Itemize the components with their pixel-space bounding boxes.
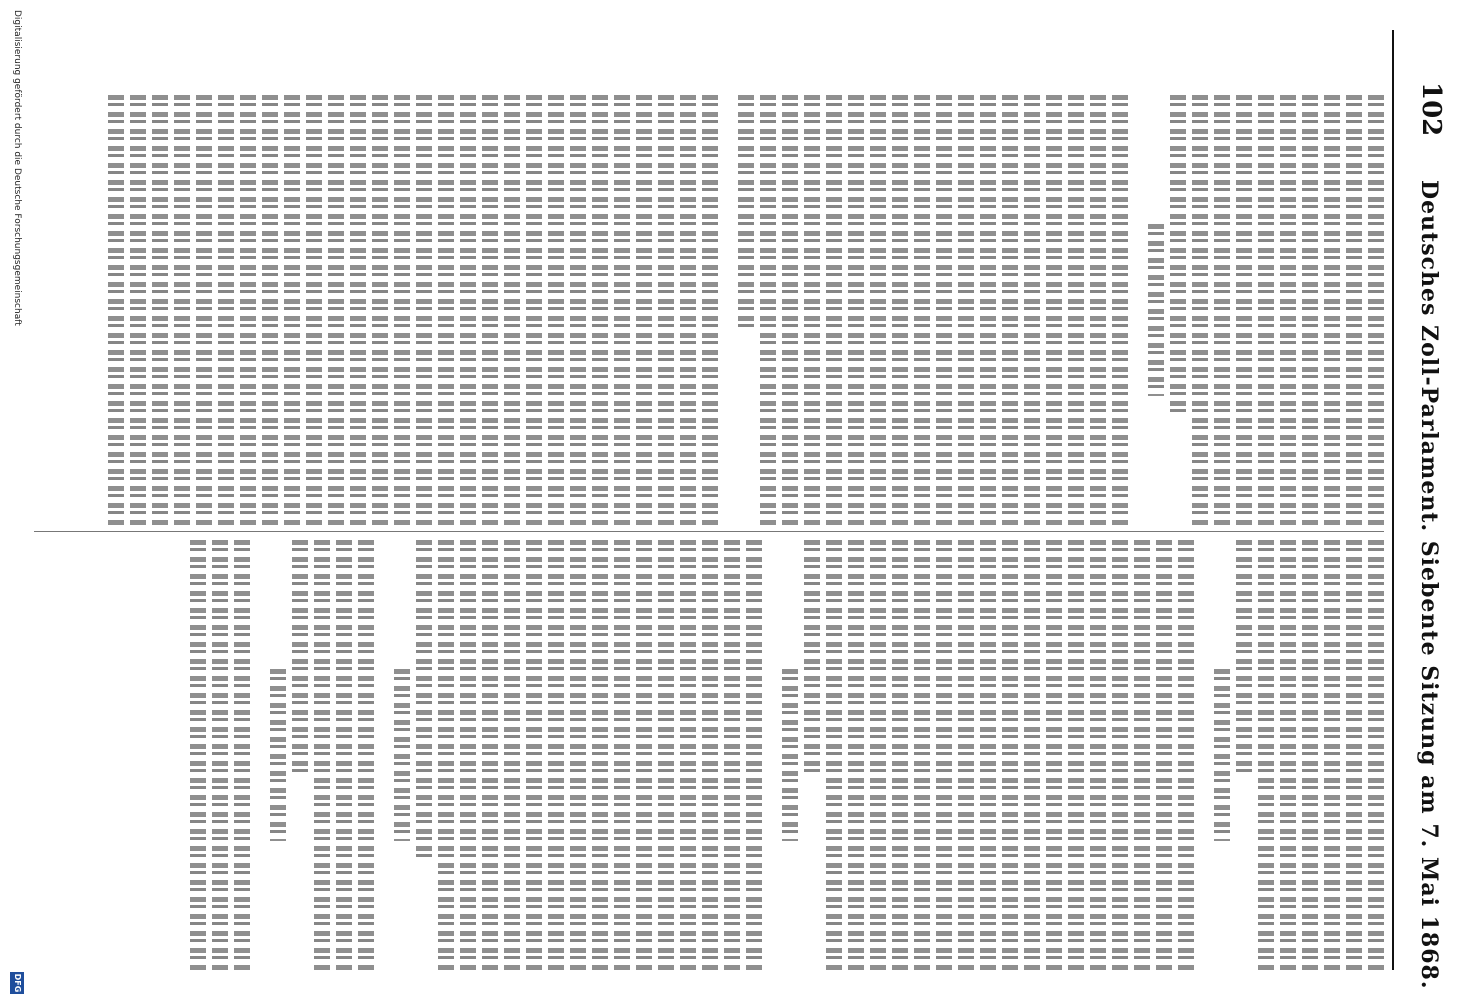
text-line — [914, 95, 930, 525]
text-line — [1068, 95, 1084, 525]
text-line — [504, 95, 520, 525]
text-line — [1324, 95, 1340, 525]
text-line — [1156, 540, 1172, 970]
text-line — [1280, 95, 1296, 525]
text-line — [328, 95, 344, 525]
text-line — [350, 95, 366, 525]
text-line — [592, 95, 608, 525]
text-line — [1368, 540, 1384, 970]
page-number: 102 — [1416, 82, 1446, 137]
text-line — [416, 540, 432, 863]
text-line — [870, 95, 886, 525]
text-line — [826, 95, 842, 525]
text-line — [108, 95, 124, 525]
text-line — [958, 95, 974, 525]
text-line — [980, 95, 996, 525]
text-line — [636, 540, 652, 970]
text-line — [1046, 95, 1062, 525]
text-line — [482, 95, 498, 525]
text-line — [870, 540, 886, 970]
text-line — [212, 540, 228, 970]
text-line — [1302, 540, 1318, 970]
text-line — [1368, 95, 1384, 525]
text-line — [892, 540, 908, 970]
text-line — [1302, 95, 1318, 525]
text-line — [1024, 95, 1040, 525]
text-line — [234, 540, 250, 970]
text-line — [548, 95, 564, 525]
text-line — [570, 95, 586, 525]
text-line — [504, 540, 520, 970]
page-footer — [0, 0, 30, 1000]
text-line — [526, 95, 542, 525]
text-line — [358, 540, 374, 970]
column-divider — [34, 531, 1384, 532]
text-line — [1090, 540, 1106, 970]
text-line — [190, 540, 206, 970]
text-line — [284, 95, 300, 525]
text-line — [614, 95, 630, 525]
text-line — [958, 540, 974, 970]
text-line — [702, 540, 718, 970]
page-header — [1392, 30, 1464, 990]
text-line — [262, 95, 278, 525]
text-line — [980, 540, 996, 970]
text-line — [1214, 669, 1230, 841]
text-line — [936, 540, 952, 970]
text-line — [438, 540, 454, 970]
text-line — [482, 540, 498, 970]
text-line — [292, 540, 308, 777]
text-line — [174, 95, 190, 525]
text-line — [1280, 540, 1296, 970]
text-line — [548, 540, 564, 970]
dfg-logo: DFG — [10, 972, 24, 994]
text-line — [804, 95, 820, 525]
text-line — [460, 540, 476, 970]
text-line — [1068, 540, 1084, 970]
text-column-left — [34, 95, 1384, 525]
text-line — [218, 95, 234, 525]
text-line — [1002, 95, 1018, 525]
text-line — [1258, 540, 1274, 970]
text-line — [1192, 95, 1208, 525]
text-line — [460, 95, 476, 525]
text-line — [1112, 540, 1128, 970]
text-line — [804, 540, 820, 777]
text-line — [1134, 540, 1150, 970]
text-line — [1178, 540, 1194, 970]
text-line — [738, 95, 754, 332]
text-line — [1236, 540, 1252, 777]
text-line — [680, 540, 696, 970]
text-line — [760, 95, 776, 525]
text-line — [372, 95, 388, 525]
text-line — [1090, 95, 1106, 525]
text-line — [306, 95, 322, 525]
text-line — [592, 540, 608, 970]
text-line — [1148, 224, 1164, 396]
digitization-note: Digitalisierung gefördert durch die Deutsche Forschungsgemeinschaft — [12, 10, 22, 326]
text-line — [270, 669, 286, 841]
text-line — [570, 540, 586, 970]
text-column-right — [34, 540, 1384, 970]
text-line — [1346, 95, 1362, 525]
text-line — [1258, 95, 1274, 525]
text-line — [1170, 95, 1186, 418]
text-line — [746, 540, 762, 970]
text-line — [658, 95, 674, 525]
text-line — [1002, 540, 1018, 970]
text-line — [1024, 540, 1040, 970]
text-line — [416, 95, 432, 525]
text-line — [1324, 540, 1340, 970]
text-line — [152, 95, 168, 525]
text-line — [782, 669, 798, 841]
text-line — [240, 95, 256, 525]
text-line — [130, 95, 146, 525]
text-line — [336, 540, 352, 970]
text-line — [526, 540, 542, 970]
text-line — [394, 669, 410, 841]
text-line — [394, 95, 410, 525]
text-line — [438, 95, 454, 525]
text-line — [314, 540, 330, 970]
text-line — [1214, 95, 1230, 525]
text-line — [1346, 540, 1362, 970]
text-line — [914, 540, 930, 970]
text-line — [826, 540, 842, 970]
text-line — [892, 95, 908, 525]
text-line — [1046, 540, 1062, 970]
text-line — [196, 95, 212, 525]
text-line — [614, 540, 630, 970]
text-line — [848, 95, 864, 525]
text-line — [848, 540, 864, 970]
text-line — [782, 95, 798, 525]
text-line — [936, 95, 952, 525]
text-line — [680, 95, 696, 525]
text-line — [658, 540, 674, 970]
text-line — [702, 95, 718, 525]
text-line — [636, 95, 652, 525]
text-line — [724, 540, 740, 970]
text-line — [1236, 95, 1252, 525]
text-line — [1112, 95, 1128, 525]
running-head: Deutsches Zoll-Parlament. Siebente Sitzung am 7. Mai 1868. — [1416, 180, 1442, 990]
